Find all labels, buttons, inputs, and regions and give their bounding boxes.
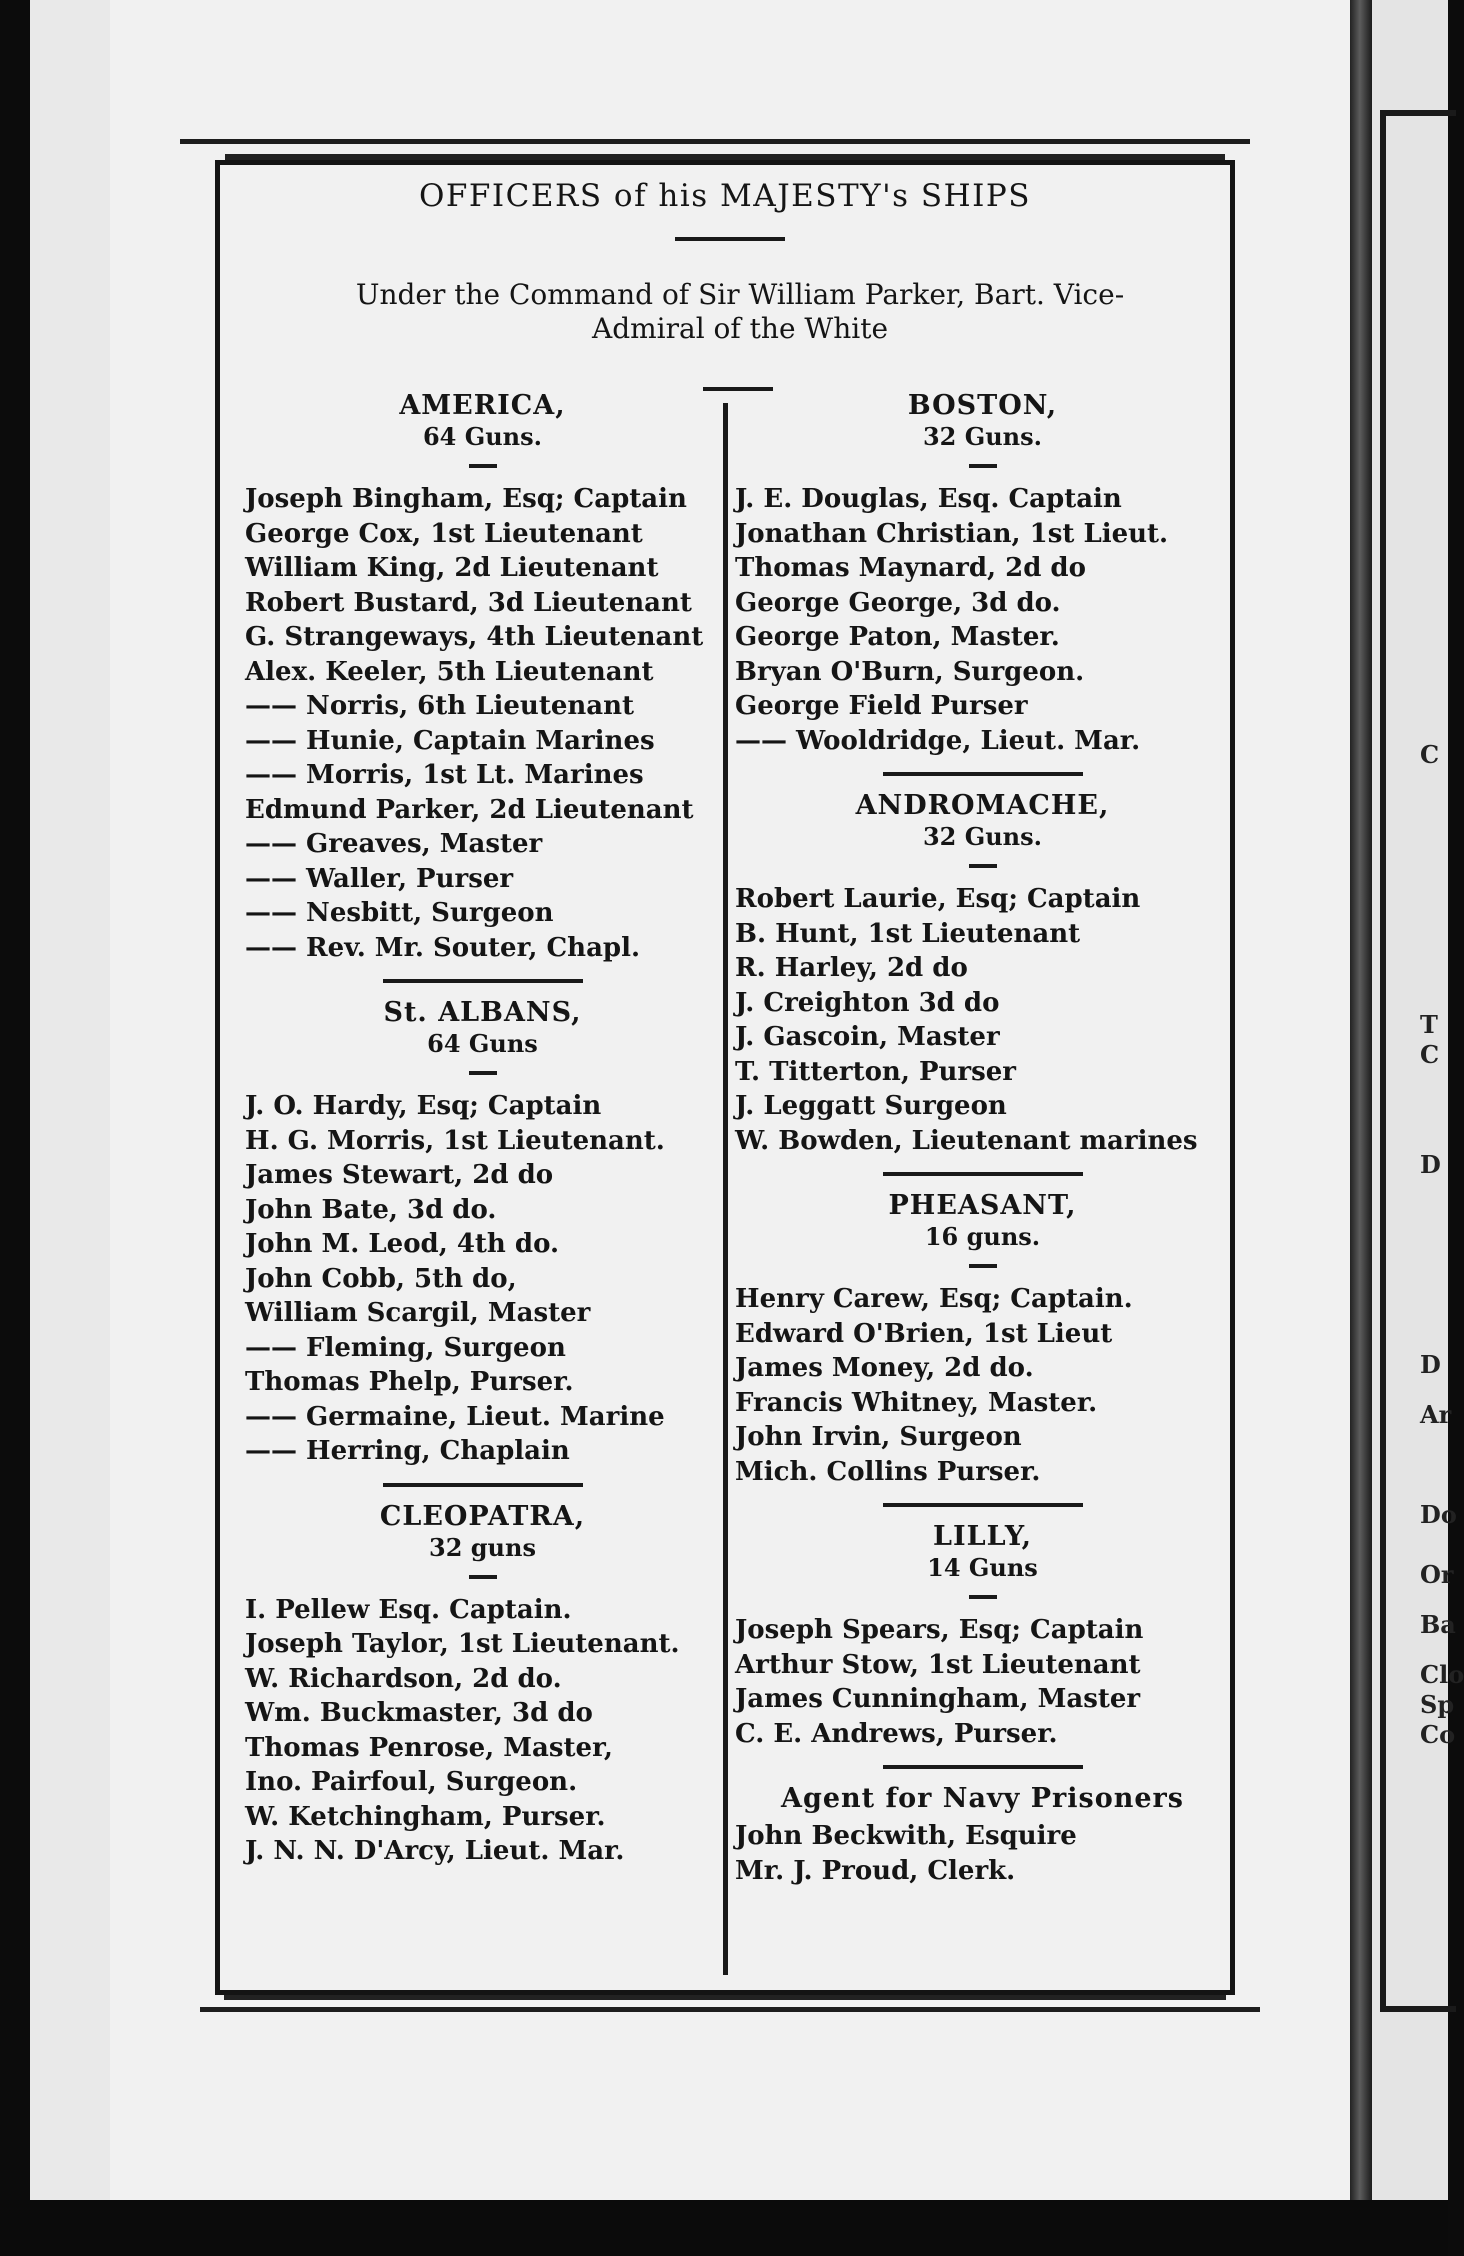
officer-entry: John Irvin, Surgeon (735, 1422, 1022, 1452)
facing-page-fragment: Clo (1420, 1660, 1464, 1689)
officer-entry: Ino. Pairfoul, Surgeon. (245, 1767, 578, 1797)
officer-entry: John Cobb, 5th do, (245, 1263, 517, 1294)
ship-guns: 32 guns (429, 1532, 536, 1562)
section-separator (383, 979, 583, 983)
officer-entry: Robert Bustard, 3d Lieutenant (245, 587, 692, 618)
officer-entry: Joseph Spears, Esq; Captain (735, 1615, 1144, 1645)
officers-list-frame (215, 160, 1235, 1995)
section-separator (883, 772, 1083, 776)
officer-entry: Edward O'Brien, 1st Lieut (735, 1318, 1113, 1349)
left-column (245, 390, 720, 1869)
officer-entry: Thomas Phelp, Purser. (245, 1367, 574, 1397)
officer-entry: —— Waller, Purser (245, 863, 514, 894)
officer-entry: C. E. Andrews, Purser. (735, 1718, 1058, 1749)
officer-entry: James Money, 2d do. (735, 1353, 1034, 1383)
ship-dash (969, 464, 997, 468)
officer-entry: I. Pellew Esq. Captain. (245, 1594, 572, 1625)
officer-entry: James Cunningham, Master (735, 1684, 1141, 1714)
officer-entry: —— Herring, Chaplain (245, 1436, 570, 1466)
officer-entry: William Scargil, Master (245, 1298, 591, 1328)
officer-entry: Henry Carew, Esq; Captain. (735, 1284, 1133, 1314)
ship-guns: 64 Guns (427, 1029, 538, 1058)
officer-entry: J. E. Douglas, Esq. Captain (735, 484, 1122, 514)
document-title: OFFICERS of his MAJESTY's SHIPS (418, 178, 1032, 214)
officer-entry: Francis Whitney, Master. (735, 1387, 1098, 1418)
officer-entry: T. Titterton, Purser (735, 1056, 1016, 1087)
officer-entry: —— Nesbitt, Surgeon (245, 898, 554, 928)
section-separator (883, 1172, 1083, 1176)
officer-entry: J. N. N. D'Arcy, Lieut. Mar. (245, 1836, 625, 1866)
officer-entry: George George, 3d do. (735, 587, 1061, 618)
officer-entry: Mr. J. Proud, Clerk. (735, 1855, 1016, 1886)
right-column (735, 390, 1230, 1888)
officer-entry: Joseph Taylor, 1st Lieutenant. (245, 1629, 680, 1659)
ship-dash (469, 464, 497, 468)
officer-list (245, 1089, 720, 1469)
officer-entry: Edmund Parker, 2d Lieutenant (245, 794, 694, 825)
book-gutter (1350, 0, 1372, 2256)
officer-entry: W. Ketchingham, Purser. (245, 1801, 606, 1832)
officer-entry: —— Hunie, Captain Marines (245, 725, 655, 756)
officer-list (735, 482, 1230, 758)
facing-page-fragment: C (1420, 740, 1440, 769)
ship-name: BOSTON, (907, 390, 1058, 421)
officer-entry: H. G. Morris, 1st Lieutenant. (245, 1125, 665, 1156)
ship-guns: 32 Guns. (922, 822, 1042, 851)
officer-list (245, 1593, 720, 1869)
officer-entry: —— Fleming, Surgeon (245, 1332, 566, 1363)
officer-list (735, 882, 1230, 1158)
officer-entry: Arthur Stow, 1st Lieutenant (735, 1649, 1141, 1680)
officer-entry: J. Leggatt Surgeon (735, 1091, 1007, 1121)
facing-page-fragment: Sp (1420, 1690, 1455, 1719)
officer-entry: Mich. Collins Purser. (735, 1456, 1041, 1487)
officer-entry: R. Harley, 2d do (735, 953, 968, 983)
facing-page-fragment: D (1420, 1350, 1441, 1379)
facing-page-fragment: T (1420, 1010, 1438, 1039)
ship-name: St. ALBANS, (383, 997, 582, 1028)
officer-entry: —— Greaves, Master (245, 829, 543, 859)
officer-entry: Robert Laurie, Esq; Captain (735, 884, 1141, 914)
officer-entry: George Cox, 1st Lieutenant (245, 518, 643, 549)
facing-page-fragment: Ba (1420, 1610, 1456, 1639)
officer-entry: G. Strangeways, 4th Lieutenant (245, 622, 704, 652)
officer-entry: John M. Leod, 4th do. (245, 1229, 560, 1259)
ship-name: PHEASANT, (888, 1190, 1077, 1221)
officer-entry: —— Wooldridge, Lieut. Mar. (735, 725, 1141, 756)
title-rule (675, 237, 785, 241)
section-separator (883, 1765, 1083, 1769)
ship-guns: 14 Guns (927, 1553, 1038, 1582)
ship-dash (469, 1071, 497, 1075)
officer-entry: B. Hunt, 1st Lieutenant (735, 918, 1081, 949)
ship-dash (969, 1264, 997, 1268)
facing-page-fragment: Ar (1420, 1400, 1452, 1429)
ship-guns: 32 Guns. (922, 422, 1042, 451)
officer-entry: —— Norris, 6th Lieutenant (245, 691, 635, 721)
officer-entry: —— Germaine, Lieut. Marine (245, 1401, 665, 1432)
officer-entry: W. Richardson, 2d do. (245, 1663, 562, 1694)
ship-guns: 16 guns. (924, 1222, 1041, 1251)
officer-entry: J. Gascoin, Master (735, 1022, 1000, 1052)
officer-list (735, 1819, 1230, 1888)
ship-name: AMERICA, (399, 390, 566, 421)
scan-shadow (0, 2200, 1448, 2256)
officer-entry: John Bate, 3d do. (245, 1194, 497, 1225)
ship-guns: 64 Guns. (422, 422, 542, 451)
officer-entry: Joseph Bingham, Esq; Captain (245, 484, 687, 514)
officer-list (735, 1282, 1230, 1489)
ship-name: CLEOPATRA, (379, 1500, 586, 1532)
officer-entry: George Paton, Master. (735, 622, 1060, 652)
officer-entry: Alex. Keeler, 5th Lieutenant (245, 656, 654, 687)
officer-list (735, 1613, 1230, 1751)
officer-entry: Wm. Buckmaster, 3d do (245, 1698, 593, 1728)
officer-entry: John Beckwith, Esquire (735, 1821, 1077, 1851)
officer-entry: Thomas Penrose, Master, (245, 1732, 613, 1763)
subtitle-line-2: Admiral of the White (591, 312, 889, 345)
facing-page-fragment: D (1420, 1150, 1441, 1179)
facing-page-fragment: C (1420, 1040, 1440, 1069)
officer-entry: William King, 2d Lieutenant (245, 553, 659, 583)
column-divider (723, 403, 728, 1975)
officer-entry: —— Morris, 1st Lt. Marines (245, 760, 644, 790)
officer-entry: J. O. Hardy, Esq; Captain (245, 1091, 602, 1121)
officer-entry: —— Rev. Mr. Souter, Chapl. (245, 932, 641, 963)
officer-entry: Thomas Maynard, 2d do (735, 553, 1086, 583)
facing-page-fragment: Or (1420, 1560, 1454, 1589)
officer-entry: W. Bowden, Lieutenant marines (735, 1125, 1198, 1156)
facing-page-fragment: Do (1420, 1500, 1457, 1529)
officer-entry: Jonathan Christian, 1st Lieut. (735, 518, 1169, 549)
officer-list (245, 482, 720, 965)
officer-entry: J. Creighton 3d do (735, 987, 1000, 1018)
section-separator (383, 1483, 583, 1487)
officer-entry: Bryan O'Burn, Surgeon. (735, 656, 1085, 687)
ship-name: LILLY, (932, 1521, 1033, 1552)
document-subtitle (260, 278, 1220, 346)
section-separator (883, 1503, 1083, 1507)
officer-entry: James Stewart, 2d do (245, 1160, 554, 1190)
ship-name: ANDROMACHE, (855, 790, 1110, 821)
facing-page-fragment: Co (1420, 1720, 1456, 1749)
ship-dash (469, 1575, 497, 1579)
ship-dash (969, 864, 997, 868)
ship-name: Agent for Navy Prisoners (781, 1783, 1184, 1814)
officer-entry: George Field Purser (735, 691, 1028, 721)
subtitle-line-1: Under the Command of Sir William Parker, Bart. Vice- (355, 278, 1125, 311)
ship-dash (969, 1595, 997, 1599)
